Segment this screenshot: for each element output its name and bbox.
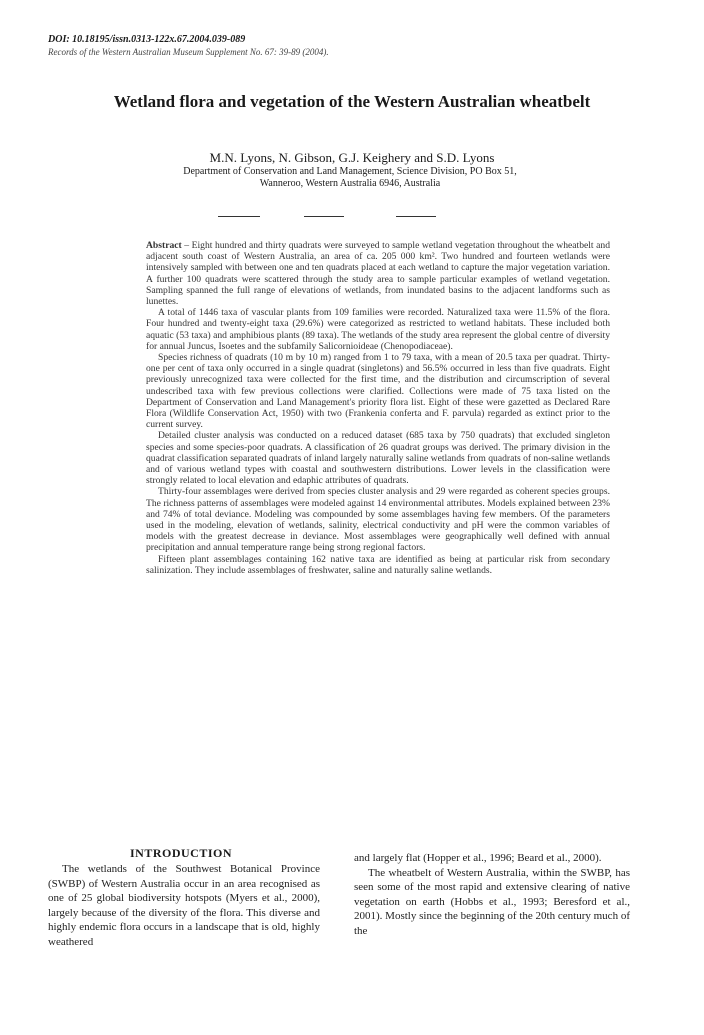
affiliation xyxy=(120,166,580,190)
body-column-right xyxy=(354,851,630,939)
abstract-paragraph: Detailed cluster analysis was conducted on a reduced dataset (685 taxa by 750 quadrats) that excluded singleton species and some species-poor quadrats. A classification of 26 quadrat groups was derived. The primary division in the quadrat classification separated quadrats of inland largely naturally saline wetlands from quadrats of non-saline wetlands and of various wetland types with coastal and southwestern distributions. Lower levels in the classification were strongly related to local elevation and edaphic attributes of quadrats. xyxy=(146,430,610,487)
authors-line: M.N. Lyons, N. Gibson, G.J. Keighery and S.D. Lyons xyxy=(209,150,495,165)
body-paragraph: The wheatbelt of Western Australia, within the SWBP, has seen some of the most rapid and extensive clearing of native vegetation on earth (Hobbs et al., 1993; Beresford et al., 2001). Mostly since the beginning of the 20th century much of the xyxy=(354,866,630,937)
abstract-paragraph: A total of 1446 taxa of vascular plants from 109 families were recorded. Naturalized taxa were 11.5% of the flora. Four hundred and twenty-eight taxa (29.6%) were categorized as restricted to wetland habitats. These included both aquatic (53 taxa) and amphibious plants (89 taxa). The wetlands of the study area represent the global centre of diversity for annual Juncus, Isoetes and the subfamily Salicornioideae (Chenopodiaceae). xyxy=(146,307,610,352)
body-paragraph: The wetlands of the Southwest Botanical Province (SWBP) of Western Australia occur in an area recognised as one of 25 global biodiversity hotspots (Myers et al., 2000), largely because of the diversity of the flora. This diverse and highly endemic flora occurs in a landscape that is old, highly weathered xyxy=(48,863,320,948)
affiliation-line-1: Department of Conservation and Land Management, Science Division, PO Box 51, xyxy=(183,166,517,177)
separator-rule xyxy=(304,216,344,217)
body-paragraph: and largely flat (Hopper et al., 1996; Beard et al., 2000). xyxy=(354,852,602,864)
abstract-text: – Eight hundred and thirty quadrats were surveyed to sample wetland vegetation throughout the wheatbelt and adjacent south coast of Western Australia, an area of ca. 205 000 km². Two hundred and fourteen wetlands were intensively sampled with between one and ten quadrats placed at each wetland to capture the major vegetation variation. A further 100 quadrats were scattered through the study area to sample particular examples of wetland vegetation. Sampling spanned the full range of elevations of wetlands, from inundated basins to the adjacent landforms such as lunettes. xyxy=(146,240,610,308)
separator-rule xyxy=(396,216,436,217)
affiliation-line-2: Wanneroo, Western Australia 6946, Australia xyxy=(259,178,441,189)
body-column-left xyxy=(48,862,320,950)
abstract-paragraph xyxy=(146,240,610,307)
paper-title: Wetland flora and vegetation of the Western Australian wheatbelt xyxy=(113,92,591,111)
section-heading-introduction: INTRODUCTION xyxy=(129,846,232,860)
doi-line[interactable]: DOI: 10.18195/issn.0313-122x.67.2004.039-089 xyxy=(48,34,246,45)
separator-rule xyxy=(218,216,260,217)
abstract-paragraph: Thirty-four assemblages were derived from species cluster analysis and 29 were regarded as coherent species groups. The richness patterns of assemblages were modeled against 14 environmental attributes. Models explained between 23% and 74% of total deviance. Modeling was compounded by some assemblages having few members. Of the parameters used in the modeling, elevation of wetlands, salinity, electrical conductivity and pH were the common variables of models with the greatest decrease in deviance. Most assemblages were geographically well defined with annual precipitation and annual temperature range being strong regional factors. xyxy=(146,486,610,554)
abstract-paragraph: Species richness of quadrats (10 m by 10 m) ranged from 1 to 79 taxa, with a mean of 20.5 taxa per quadrat. Thirty-one per cent of taxa only occurred in a single quadrat (singletons) and 56.5% occurred in less than five quadrats. Eight previously unrecognized taxa were collected for the first time, and the distribution and circumscription of several undescribed taxa with few previous collections were clarified. Collections were made of 75 taxa listed on the Department of Conservation and Land Management's priority flora list. Eight of these were gazetted as Declared Rare Flora (Wildlife Conservation Act, 1950) with two (Frankenia conferta and F. parvula) regarded as extinct prior to the current survey. xyxy=(146,352,610,431)
abstract xyxy=(146,240,610,576)
abstract-label: Abstract xyxy=(146,240,182,251)
abstract-paragraph: Fifteen plant assemblages containing 162 native taxa are identified as being at particular risk from secondary salinization. They include assemblages of freshwater, saline and naturally saline wetlands. xyxy=(146,553,610,576)
journal-citation: Records of the Western Australian Museum Supplement No. 67: 39-89 (2004). xyxy=(48,47,329,57)
